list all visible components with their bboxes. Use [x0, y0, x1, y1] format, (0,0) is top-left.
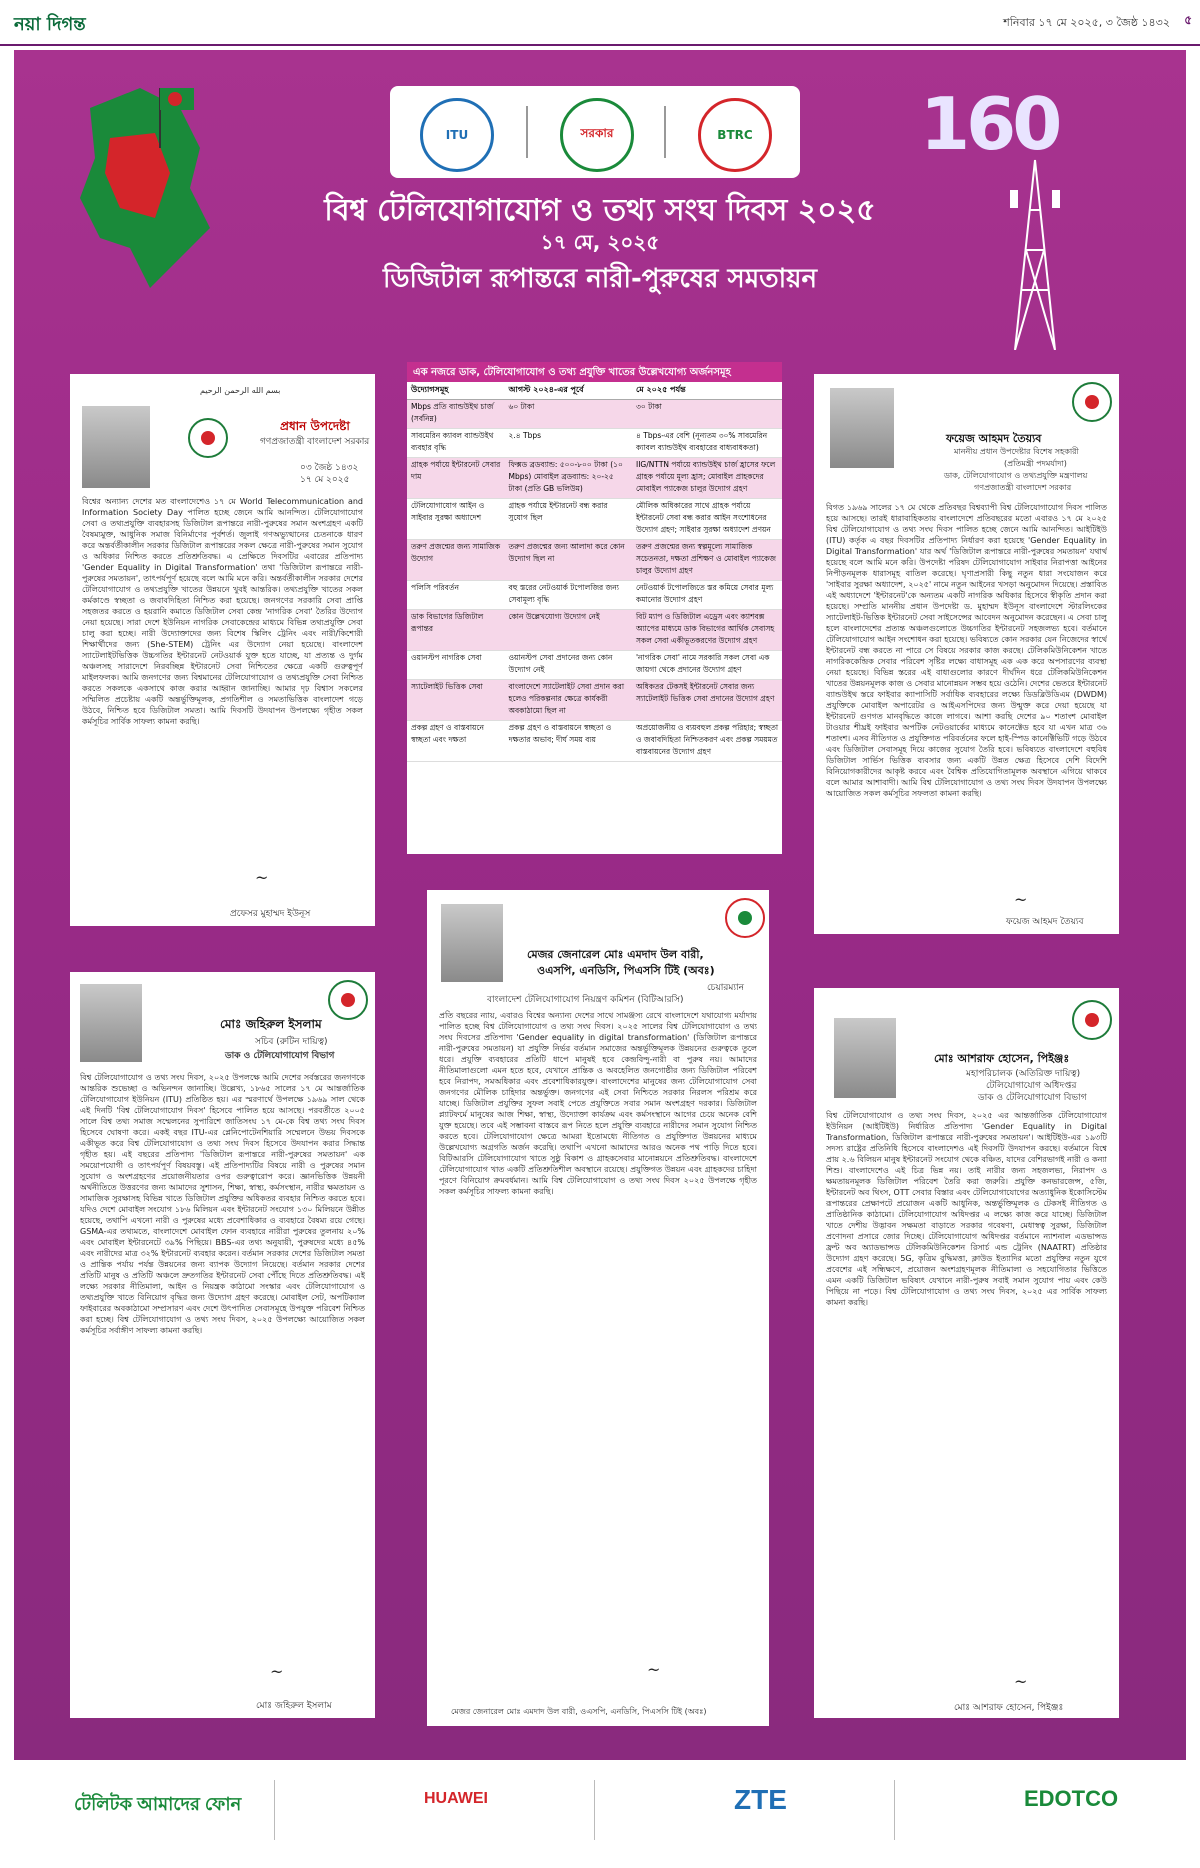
table-cell: ৬০ টাকা	[505, 400, 633, 429]
message-card-director-general	[814, 988, 1119, 1718]
sender-org: ডাক ও টেলিযোগাযোগ বিভাগ	[225, 1051, 335, 1061]
column-header: আগস্ট ২০২৪-এর পূর্বে	[505, 382, 633, 400]
government-seal-icon: সরকার	[560, 98, 634, 172]
table-cell: অপ্রয়োজনীয় ও ব্যয়বহুল প্রকল্প পরিহার; স্বচ্ছতা ও জবাবদিহিতা নিশ্চিতকরণ এবং প্রকল্প সময়মত বাস্তবায়নের উদ্যোগ গ্রহণ	[632, 721, 782, 762]
signature-name: প্রফেসর মুহাম্মদ ইউনূস	[230, 909, 311, 919]
message-body: প্রতি বছরের ন্যায়, এবারও বিশ্বের অন্যান্য দেশের সাথে সামঞ্জস্য রেখে বাংলাদেশে যথাযোগ্য মর্যাদায় পালিত হচ্ছে বিশ্ব টেলিযোগাযোগ ও তথ্য সংঘ দিবস। ২০২৫ সালের বিশ্ব টেলিযোগাযোগ ও তথ্য সংঘ দিবসের প্রতিপাদ্য 'Gender equality in digital transformation' (ডিজিটাল রূপান্তরে নারী-পুরুষের সমতায়ন) যা প্রযুক্তি নির্ভর বর্তমান সমাজের অন্তর্ভুক্তিমূলক উন্নয়নের গুরুত্বকে তুলে ধরে। প্রযুক্তি ব্যবহারের প্রতিটি ধাপে মানুষই হবে কেন্দ্রবিন্দু-নারী বা পুরুষ নয়। আমাদের নীতিমালাগুলো এমন হতে হবে, যেখানে প্রান্তিক ও অবহেলিত জনগোষ্ঠীর জন্য ডিজিটাল পরিবেশ হবে নিরাপদ, সমঅধিকার এবং প্রবেশাধিকারযুক্ত। বাংলাদেশের মানুষের জন্য টেলিযোগাযোগ সেবা জনগণের মৌলিক চাহিদার অন্তর্ভুক্ত। জনগণের এই সেবা নিশ্চিতে সরকার নিরলস পরিশ্রম করে যাচ্ছে। ডিজিটাল প্রযুক্তির সুফল সবাই পেতে প্রযুক্তিতে সবার সমান অংশগ্রহণ দরকার। ডিজিটাল প্ল্যাটফর্মে মানুষের আজ শিক্ষা, স্বাস্থ্য, উদ্যোক্তা কার্যক্রম এবং কর্মসংস্থানে আগের চেয়ে অনেক বেশি যুক্ত হয়েছে। তবে এই সম্ভাবনা বাস্তবে রূপ নিতে হলে প্রযুক্তি ব্যবহারে নারীদের সমান সুযোগ নিশ্চিত করতে হবে। টেলিযোগাযোগ ক্ষেত্রে আমরা ইতোমধ্যে নীতিগত ও প্রযুক্তিগত উন্নয়নের মাধ্যমে উল্লেখযোগ্য অগ্রগতি অর্জন করেছি। তথাপি এখনো আমাদের আরও অনেক পথ পাড়ি দিতে হবে। বিটিআরসি টেলিযোগাযোগ খাতে সুষ্ঠু বিকাশ ও গ্রাহকসেবার মানোন্নয়নে প্রতিশ্রুতিবদ্ধ। বাংলাদেশে টেলিযোগাযোগ খাত একটি প্রতিশ্রুতিশীল অবস্থানে রয়েছে। প্রযুক্তিগত উন্নয়ন এবং গ্রাহকদের চাহিদা পূরণে বিনিয়োগ ক্রমবর্ধমান। আমি বিশ্ব টেলিযোগাযোগ ও তথ্য সংঘ দিবস ২০২৫ উপলক্ষে গৃহীত সকল কর্মসূচির সাফল্য কামনা করছি।	[439, 1011, 757, 1196]
table-cell: অধিকতর টেকসই ইন্টারনেট সেবার জন্য স্যাটেলাইট ভিত্তিক সেবা প্রদানের উদ্যোগ গ্রহণ	[632, 680, 782, 721]
table-row	[407, 581, 782, 610]
table-row	[407, 458, 782, 499]
table-row	[407, 721, 782, 762]
sender-org-sub: ডাক ও টেলিযোগাযোগ বিভাগ	[978, 1093, 1087, 1103]
dateline: শনিবার ১৭ মে ২০২৫, ৩ জৈষ্ঠ ১৪৩২	[1003, 16, 1170, 29]
government-seal-icon	[1072, 382, 1112, 422]
sender-role: মহাপরিচালক (অতিরিক্ত দায়িত্ব)	[966, 1069, 1081, 1079]
divider	[664, 106, 666, 158]
table-cell: বহু স্তরের নেটওয়ার্ক টপোলজির জন্য সেবামূল্য বৃদ্ধি	[505, 581, 633, 610]
portrait-photo	[82, 406, 150, 488]
divider	[274, 1780, 275, 1840]
huawei-logo: HUAWEI	[424, 1790, 488, 1807]
table-cell: টেলিযোগাযোগ আইন ও সাইবার সুরক্ষা অধ্যাদেশ	[407, 499, 505, 540]
table-cell: কোন উল্লেখযোগ্য উদ্যোগ নেই	[505, 610, 633, 651]
sender-role-note: (প্রতিমন্ত্রী পদমর্যাদা)	[1004, 459, 1067, 468]
itu-logo-icon: ITU	[420, 98, 494, 172]
signature-name: মেজর জেনারেল মোঃ এমদাদ উল বারী, ওএসপি, এনডিসি, পিএসসি টিই (অবঃ)	[451, 1707, 707, 1716]
page-header	[0, 0, 1200, 46]
message-date-bangla: ০৩ জৈষ্ঠ ১৪৩২	[300, 463, 359, 473]
table-cell: গ্রাহক পর্যায়ে ইন্টারনেট সেবার দাম	[407, 458, 505, 499]
table-row	[407, 429, 782, 458]
table-row	[407, 400, 782, 429]
sender-org: গণপ্রজাতন্ত্রী বাংলাদেশ সরকার	[260, 437, 370, 447]
table-row	[407, 680, 782, 721]
sender-org: ডাক, টেলিযোগাযোগ ও তথ্যপ্রযুক্তি মন্ত্রণালয়	[944, 471, 1088, 480]
message-card-chief-adviser	[70, 374, 375, 926]
event-date: ১৭ মে, ২০২৫	[540, 230, 660, 254]
theme-title: ডিজিটাল রূপান্তরে নারী-পুরুষের সমতায়ন	[382, 264, 818, 294]
table-cell: মৌলিক অধিকারের সাথে গ্রাহক পর্যায়ে ইন্টারনেট সেবা বন্ধ করার আইন সংশোধনের উদ্যোগ গ্রহণ; সাইবার সুরক্ষা অধ্যাদেশ প্রণয়ন	[632, 499, 782, 540]
table-cell: বিট ম্যাপ ও ডিজিটাল এড্রেস এবং ক্যাশবক্স অ্যাপের মাধ্যমে ডাক বিভাগের আর্থিক সেবাসহ সকল সেবা একীভূতকরণের উদ্যোগ গ্রহণ	[632, 610, 782, 651]
portrait-photo	[830, 388, 894, 468]
sender-org: টেলিযোগাযোগ অধিদপ্তর	[986, 1081, 1077, 1091]
zte-logo: ZTE	[734, 1784, 787, 1815]
divider	[526, 106, 528, 158]
achievements-table	[407, 362, 782, 854]
message-card-secretary	[70, 972, 375, 1718]
signature: ~	[647, 1660, 661, 1679]
government-seal-icon	[328, 980, 368, 1020]
table-cell: ২.৪ Tbps	[505, 429, 633, 458]
table-cell: ৩০ টাকা	[632, 400, 782, 429]
signature: ~	[255, 868, 269, 887]
table-cell: ফিক্সড ব্রডব্যান্ড: ৫০০-৮০০ টাকা (১০ Mbps) মোবাইল ব্রডব্যান্ড: ২০-২৫ টাকা (প্রতি GB ভলিউম)	[505, 458, 633, 499]
itu-160-badge: 160	[920, 82, 1059, 166]
signature: ~	[270, 1662, 284, 1681]
column-header: উদ্যোগসমূহ	[407, 382, 505, 400]
table-row	[407, 651, 782, 680]
table-heading: এক নজরে ডাক, টেলিযোগাযোগ ও তথ্য প্রযুক্তি খাতের উল্লেখযোগ্য অর্জনসমূহ	[407, 362, 782, 382]
signature-name: মোঃ আশরাফ হোসেন, পিইঞ্জঃ	[954, 1703, 1064, 1713]
table-cell: সাবমেরিন ক্যাবল ব্যান্ডউইথ ব্যবহার বৃদ্ধি	[407, 429, 505, 458]
signature-name: ফয়েজ আহমদ তৈয়্যব	[1006, 917, 1084, 927]
signature: ~	[1014, 1672, 1028, 1691]
message-card-btrc-chairman	[427, 890, 769, 1726]
table-cell: তরুণ প্রজন্মের জন্য আলাদা করে কোন উদ্যোগ ছিল না	[505, 540, 633, 581]
signature: ~	[1014, 890, 1028, 909]
message-body: বিশ্ব টেলিযোগাযোগ ও তথ্য সংঘ দিবস, ২০২৫ উপলক্ষে আমি দেশের সর্বস্তরের জনগণকে আন্তরিক শুভেচ্ছা ও অভিনন্দন জানাচ্ছি। উল্লেখ্য, ১৮৬৫ সালের ১৭ মে আন্তর্জাতিক টেলিযোগাযোগ ইউনিয়ন (ITU) প্রতিষ্ঠিত হয়। এর স্মরণার্থে উপলক্ষে ১৯৬৯ সাল থেকে এই দিনটি 'বিশ্ব টেলিযোগাযোগ দিবস' হিসেবে পালিত হয়ে আসছে। পরবর্তীতে ২০০৫ সালে বিশ্ব তথ্য সমাজ সম্মেলনের সুপারিশে জাতিসংঘ ১৭ মে-কে বিশ্ব তথ্য সংঘ দিবস হিসেবে ঘোষণা করে। একই বছর ITU-এর প্লেনিপোটেনশিয়ারি সম্মেলনে উভয় দিবসকে একীভূত করে বিশ্ব টেলিযোগাযোগ ও তথ্য সংঘ দিবস হিসেবে উদযাপন করার সিদ্ধান্ত গৃহীত হয়। এই বছরের প্রতিপাদ্য 'ডিজিটাল রূপান্তরে নারী-পুরুষের সমতায়ন' এক সময়োপযোগী ও তাৎপর্যপূর্ণ বিষয়বস্তু। এই প্রতিপাদ্যটির বিষয়ে নারী ও পুরুষের সমান সুযোগ ও অংশগ্রহণের প্রয়োজনীয়তার ওপর গুরুত্বারোপ করে। জ্ঞানভিত্তিক উন্নয়নী অর্থনীতিতে উত্তরণের জন্য আমাদের সুশাসন, শিক্ষা, স্বাস্থ্য, কর্মসংস্থান, নারীর ক্ষমতায়ন ও সামাজিক সুরক্ষাসহ বিভিন্ন খাতে ডিজিটাল প্রযুক্তির অধিকতর ব্যবহার নিশ্চিত করতে হবে। যদিও দেশে মোবাইল সংযোগ ১৮৬ মিলিয়ন এবং ইন্টারনেট সংযোগ ১৩০ মিলিয়নে উন্নীত হয়েছে, তথাপি এখনো নারী ও পুরুষের মধ্যে প্রবেশাধিকার ও ব্যবহারে বৈষম্য রয়ে গেছে। GSMA-এর তথ্যমতে, বাংলাদেশে মোবাইল ফোন ব্যবহারে নারীরা পুরুষের তুলনায় ২০% এবং মোবাইল ইন্টারনেটে ৩৯% পিছিয়ে। BBS-এর তথ্য অনুযায়ী, পুরুষদের মধ্যে ৪৫% এবং নারীদের মাত্র ৩২% ইন্টারনেট ব্যবহার করেন। বর্তমান সরকার দেশের ডিজিটাল সমতা ও প্রান্তিক পর্যায় পর্যন্ত উন্নয়নের জন্য ব্যাপক উদ্যোগ নিয়েছে। বর্তমান সরকার দেশের প্রতিটি মানুষ ও প্রতিটি অঞ্চলে দ্রুতগতির ইন্টারনেট সেবা পৌঁছে দিতে প্রতিশ্রুতিবদ্ধ। এই লক্ষ্যে সরকার নীতিমালা, আইন ও নিয়ন্ত্রক কাঠামো সংস্কার এবং টেলিযোগাযোগ ও তথ্যপ্রযুক্তি খাতে বিনিয়োগ বৃদ্ধির জন্য উদ্যোগ গ্রহণ করেছে। মোবাইল সেট, অপটিক্যাল ফাইবারের অবকাঠামো সম্প্রসারণ এবং দেশে উৎপাদিত সেবাসমূহে উপযুক্ত পরিবেশ নিশ্চিত করা হচ্ছে। বিশ্ব টেলিযোগাযোগ ও তথ্য সংঘ দিবস, ২০২৫ উপলক্ষ্যে আয়োজিত সকল কর্মসূচির সর্বাঙ্গীণ সাফল্য কামনা করছি।	[80, 1073, 365, 1335]
edotco-logo: EDOTCO	[1024, 1786, 1119, 1811]
government-seal-icon	[188, 418, 228, 458]
message-card-special-assistant	[814, 374, 1119, 934]
divider	[594, 1780, 595, 1840]
sender-role: সচিব (রুটিন দায়িত্ব)	[255, 1037, 328, 1047]
main-title: বিশ্ব টেলিযোগাযোগ ও তথ্য সংঘ দিবস ২০২৫	[324, 193, 876, 228]
achievements-grid	[407, 382, 782, 762]
table-cell: তরুণ প্রজন্মের জন্য স্বল্পমূল্যে সামাজিক সচেতনতা, দক্ষতা প্রশিক্ষণ ও মোবাইল প্যাকেজ চালুর উদ্যোগ গ্রহণ	[632, 540, 782, 581]
table-cell: ডাক বিভাগের ডিজিটাল রূপান্তর	[407, 610, 505, 651]
sender-role: মাননীয় প্রধান উপদেষ্টার বিশেষ সহকারী	[954, 447, 1079, 456]
btrc-logo-icon: BTRC	[698, 98, 772, 172]
table-cell: ওয়ানস্টপ নাগরিক সেবা	[407, 651, 505, 680]
table-cell: নেটওয়ার্ক টপোলজিতে স্তর কমিয়ে সেবার মূল্য কমানোর উদ্যোগ গ্রহণ	[632, 581, 782, 610]
sender-name: মোঃ আশরাফ হোসেন, পিইঞ্জঃ	[934, 1052, 1070, 1065]
sender-org-sub: গণপ্রজাতন্ত্রী বাংলাদেশ সরকার	[974, 483, 1072, 492]
message-body: বিগত ১৯৬৯ সালের ১৭ মে থেকে প্রতিবছর বিশ্বব্যাপী বিশ্ব টেলিযোগাযোগ দিবস পালিত হয়ে আসছে। তারই ধারাবাহিকতায় বাংলাদেশে প্রতিবছরের মতো এবারও ১৭ মে ২০২৫ বিশ্ব টেলিযোগাযোগ ও তথ্য সংঘ দিবস পালিত হচ্ছে জেনে আমি আনন্দিত। আইটিইউ (ITU) কর্তৃক এ বছর দিবসটির প্রতিপাদ্য নির্ধারণ করা হয়েছে 'Gender Equality in Digital Transformation' যার অর্থ 'ডিজিটাল রূপান্তরে নারী-পুরুষের সমতায়ন' যথার্থ হয়েছে বলে আমি মনে করি। উপদেষ্টা পরিষদ টেলিযোগাযোগ সাইবার নিরাপত্তা আইনের নিপীড়নমূলক ধারাসমূহ বাতিল করেছে। ঘৃণাপ্রসারী কিছু নতুন ধারা সংযোজন করে 'সাইবার সুরক্ষা অধ্যাদেশ, ২০২৫' নামে নতুন আইনের খসড়া অনুমোদন দিয়েছে। প্রস্তাবিত এই অধ্যাদেশে 'ইন্টারনেট'কে অন্যতম একটি নাগরিক অধিকার হিসেবে স্বীকৃতি প্রদান করা হয়েছে। সম্প্রতি মাননীয় প্রধান উপদেষ্টা ড. মুহাম্মদ ইউনূস বাংলাদেশে স্টারলিংকের স্যাটেলাইট-ভিত্তিক ইন্টারনেট সেবা সাইসেন্সের আবেদন অনুমোদন করেছেন। এ সেবা চালু হলে বাংলাদেশের প্রত্যন্ত অঞ্চলগুলোতে উচ্চগতির ইন্টারনেট সহজলভ্য হবে। বর্তমানে টেলিযোগাযোগ আইন সংশোধন করা হয়েছে। ভবিষ্যতে কোন সরকার যেন নিজেদের স্বার্থে ইন্টারনেট বন্ধ করতে না পারে সে বিষয়ে সরকার কাজ করছে। টেলিকমিউনিকেশন খাতে নাগরিককেন্দ্রিক সেবার পরিবেশ সৃষ্টির লক্ষ্যে বাধাসমূহ এক এক করে অপসারণের ব্যবস্থা নেয়া হয়েছে। বিভিন্ন স্তরের এই বাধাগুলোর কারণে দীর্ঘদিন ধরে টেলিকমিউনিকেশন খাতের উন্নয়নমূলক কাজ ও সেবার মানোন্নয়ন সম্ভব হয়ে ওঠেনি। দেশের ভেতরে ইন্টারনেট ব্যান্ডউইথ স্তরে ফাইবার ক্যাপাসিটি সর্বাধিক ব্যবহারের লক্ষ্যে ডিডব্লিউডিএম (DWDM) প্রযুক্তিকে মোবাইল অপারেটর ও আইএসপিদের জন্য উন্মুক্ত করে দেয়া হয়েছে যা ইন্টারনেট গুণগত মানবৃদ্ধিতে কাজে লাগবে। আশা করছি দেশের ৯০ শতাংশ মোবাইল টাওয়ার শীঘ্রই ফাইবার অপটিক নেটওয়ার্কের মাধ্যমে কানেক্টেড হবে যা এখন মাত্র ৩৬ শতাংশ। এসব নীতিগত ও প্রযুক্তিগত পরিবর্তনের ফলে হাই-স্পিড কানেক্টিভিটি গড়ে উঠবে এবং ডিজিটাল সেবাসমূহ দিয়ে কাজের সুযোগ তৈরি হবে। ভবিষ্যতে বাংলাদেশে বহুবিধ ডিজিটাল সার্ভিস ভিত্তিক ব্যবসার জন্য একটি উন্নত ক্ষেত্র হিসেবে দেশি বিদেশি বিনিয়োগকারীদের আকৃষ্ট করবে এবং বৈশ্বিক প্রতিযোগিতামূলক অবস্থানে এগিয়ে থাকবে বলে আমার আশাবাদী। আমি বিশ্ব টেলিযোগাযোগ ও তথ্য সংঘ দিবস উদযাপন উপলক্ষ্যে আয়োজিত সকল কর্মসূচির সফলতা কামনা করছি।	[826, 503, 1107, 798]
table-cell: IIG/NTTN পর্যায়ে ব্যান্ডউইথ চার্জ হ্রাসের ফলে গ্রাহক পর্যায়ে মূল্য হ্রাস; মোবাইল প্রাহকদের মোবাইল প্যাকেজ চালুর উদ্যোগ গ্রহণ	[632, 458, 782, 499]
message-body: বিশ্ব টেলিযোগাযোগ ও তথ্য সংঘ দিবস, ২০২৫ এর আন্তর্জাতিক টেলিযোগাযোগ ইউনিয়ন (আইটিইউ) নির্ধারিত প্রতিপাদ্য 'Gender Equality in Digital Transformation, ডিজিটাল রূপান্তরে নারী-পুরুষের সমতায়ন'। আইটিইউ-এর ১৯৩টি সদস্য রাষ্ট্রের প্রতিনিধি হিসেবে বাংলাদেশও এই দিবসটি উদযাপন করছে। বর্তমানে বিশ্বে প্রায় ২.৬ বিলিয়ন মানুষ ইন্টারনেট সংযোগ থেকে বঞ্চিত, যাদের বেশিরভাগই নারী ও কন্যা শিশু। বাংলাদেশেও এই চিত্র ভিন্ন নয়। তাই নারীর জন্য সহজলভ্য, নিরাপদ ও ক্ষমতায়নমূলক ডিজিটাল পরিবেশ তৈরি করা জরুরি। প্রযুক্তি কনভারজেন্স, ৫জি, ইন্টারনেট অব থিংস, OTT সেবার বিস্তার এবং টেলিযোগাযোগের অত্যাধুনিক ইকোসিস্টেম রূপান্তরের প্রেক্ষাপটে প্রয়োজন একটি আধুনিক, অন্তর্ভুক্তিমূলক ও টেকসই নীতিগত ও প্রাতিষ্ঠানিক কাঠামো। টেলিযোগাযোগ অধিদপ্তর এ লক্ষ্যে কাজ করে যাচ্ছে। ডিজিটাল খাতে দেশীয় উদ্ভাবন সক্ষমতা বাড়াতে সরকার গবেষণা, মেধাস্বত্ব সুরক্ষা, ডিজিটাল প্রণোদনা প্রসারে জোর দিচ্ছে। টেলিযোগাযোগ অধিদপ্তর বর্তমানে ন্যাশনাল এডভান্সড ফ্রন্ট অব অ্যাডভান্সড টেলিকমিউনিকেশন রিসার্চ এন্ড ট্রেনিং (NAATRT) প্রতিষ্ঠার উদ্যোগ গ্রহণ করেছে। 5G, কৃত্রিম বুদ্ধিমত্তা, ক্লাউড ইত্যাদির মতো প্রযুক্তির নতুন যুগে প্রবেশের এই সন্ধিক্ষণে, প্রয়োজন অংশগ্রহণমূলক নীতিমালা ও সহযোগিতার ভিত্তিতে এমন একটি ডিজিটাল ভবিষ্যৎ যেখানে নারী-পুরুষ সবাই সমান সুযোগ পায় এবং কেউ পিছিয়ে না পড়ে। বিশ্ব টেলিযোগাযোগ ও তথ্য সংঘ দিবস, ২০২৫ এর সার্বিক সাফল্য কামনা করছি।	[826, 1111, 1107, 1307]
sender-role: প্রধান উপদেষ্টা	[280, 419, 350, 433]
table-cell: বাংলাদেশে স্যাটেলাইট সেবা প্রদান করা হলেও পরিকল্পনার ক্ষেত্রে কার্যকরী অবকাঠামো ছিল না	[505, 680, 633, 721]
table-cell: ওয়ানস্টপ সেবা প্রদানের জন্য কোন উদ্যোগ নেই	[505, 651, 633, 680]
table-cell: 'নাগরিক সেবা' নামে সরকারি সকল সেবা এক জায়গা থেকে প্রদানের উদ্যোগ গ্রহণ	[632, 651, 782, 680]
table-row	[407, 610, 782, 651]
table-row	[407, 499, 782, 540]
government-seal-icon	[1072, 1000, 1112, 1040]
sender-name: মোঃ জহিরুল ইসলাম	[220, 1017, 322, 1031]
table-cell: Mbps প্রতি ব্যান্ডউইথ চার্জ (সর্বনিম্ন)	[407, 400, 505, 429]
sender-role: চেয়ারম্যান	[707, 983, 744, 993]
sender-name: ফয়েজ আহমদ তৈয়্যব	[946, 432, 1042, 445]
masthead: নয়া দিগন্ত	[14, 14, 86, 35]
portrait-photo	[834, 1018, 896, 1098]
table-cell: প্রকল্প গ্রহণ ও বাস্তবায়নে স্বচ্ছতা ও দক্ষতার অভাব; দীর্ঘ সময় ব্যয়	[505, 721, 633, 762]
table-cell: ৪ Tbps-এর বেশি (নূন্যতম ৩০% সাবমেরিন ক্যাবল ব্যান্ডউইথ ব্যবহারের বাধ্যবাধকতা)	[632, 429, 782, 458]
table-cell: গ্রাহক পর্যায়ে ইন্টারনেট বন্ধ করার সুযোগ ছিল	[505, 499, 633, 540]
table-cell: প্রকল্প গ্রহণ ও বাস্তবায়নে স্বচ্ছতা এবং দক্ষতা	[407, 721, 505, 762]
portrait-photo	[441, 904, 503, 982]
btrc-logo-icon	[725, 898, 765, 938]
divider	[894, 1780, 895, 1840]
sponsor-footer	[14, 1760, 1186, 1868]
bismillah: بسم الله الرحمن الرحيم	[200, 386, 281, 395]
table-cell: স্যাটেলাইট ভিত্তিক সেবা	[407, 680, 505, 721]
column-header: মে ২০২৫ পর্যন্ত	[632, 382, 782, 400]
table-cell: তরুণ প্রজন্মের জন্য সামাজিক উদ্যোগ	[407, 540, 505, 581]
table-row	[407, 540, 782, 581]
teletalk-logo: টেলিটক আমাদের ফোন	[74, 1794, 242, 1814]
sender-name: মেজর জেনারেল মোঃ এমদাদ উল বারী,	[527, 948, 704, 961]
message-date: ১৭ মে ২০২৫	[300, 475, 350, 485]
sender-org: বাংলাদেশ টেলিযোগাযোগ নিয়ন্ত্রণ কমিশন (বিটিআরসি)	[487, 995, 684, 1005]
signature-name: মোঃ জহিরুল ইসলাম	[256, 1701, 332, 1711]
page-number: ৫	[1184, 13, 1192, 27]
table-cell: পলিসি পরিবর্তন	[407, 581, 505, 610]
portrait-photo	[80, 984, 142, 1062]
header-logo-box	[390, 86, 800, 178]
sender-name-suffix: ওএসপি, এনডিসি, পিএসসি টিই (অবঃ)	[537, 964, 715, 977]
message-body: বিশ্বের অন্যান্য দেশের মত বাংলাদেশেও ১৭ মে World Telecommunication and Information Society Day পালিত হচ্ছে জেনে আমি আনন্দিত। টেলিযোগাযোগ সেবা ও তথ্যপ্রযুক্তি ব্যবহারসহ ডিজিটাল রূপান্তরে নারী-পুরুষের সমান অংশগ্রহণ একটি বৈষম্যমুক্ত, আধুনিক সমাজ বিনির্মাণের পূর্বশর্ত। জুলাই গণঅভ্যুত্থানের চেতনাকে ধারণ করে অন্তর্বর্তীকালীন সরকার ডিজিটাল রূপান্তরের সকল ক্ষেত্রে নারী-পুরুষের সমান সুযোগ ও অধিকার নিশ্চিত করতে প্রতিশ্রুতিবদ্ধ। এ প্রেক্ষিতে দিবসটির এবারের প্রতিপাদ্য 'Gender Equality in Digital Transformation' তথা 'ডিজিটাল রূপান্তরে নারী-পুরুষের সমতায়ন', তাৎপর্যপূর্ণ হয়েছে বলে আমি মনে করি। অন্তর্বর্তীকালীন সরকার দেশের টেলিযোগাযোগ ও তথ্যপ্রযুক্তি খাতের উন্নয়নে খুবই আন্তরিক। তথ্যপ্রযুক্তি খাতের সকল কর্মকাণ্ডে স্বচ্ছতা ও জবাবদিহিতা নিশ্চিত করা হয়েছে। জনগণের সরকারি সেবা প্রাপ্তি সহজতর করতে ও হয়রানি কমাতে ডিজিটাল সেবা কেন্দ্র 'নাগরিক সেবা' তৈরির উদ্যোগ নেয়া হয়েছে। সারা দেশে ইউনিয়ন নাগরিক সেবাকেন্দ্রের মাধ্যমে বিভিন্ন তথ্যপ্রযুক্তি সেবা চালু করা হচ্ছে। নারী উদ্যোক্তাদের জন্য বিশেষ স্কিলিং ট্রেনিং এবং নারী/কিশোরী শিক্ষার্থীদের জন্য (She-STEM) ট্রেনিং এর উদ্যোগ নেয়া হয়েছে। বাংলাদেশ স্যাটেলাইটভিত্তিক উচ্চগতির ইন্টারনেট নেটওয়ার্ক যুক্ত হতে যাচ্ছে, যা প্রত্যন্ত ও দুর্গম অঞ্চলসহ সারাদেশে নিরবচ্ছিন্ন ইন্টারনেট সেবা নিশ্চিতের ক্ষেত্রে একটি গুরুত্বপূর্ণ মাইলফলক। আমি জনগণের জন্য বিশ্বমানের টেলিযোগাযোগ ও তথ্যপ্রযুক্তি সেবা নিশ্চিত করতে সকলকে একসাথে কাজ করার আহ্বান জানাচ্ছি। আমার দৃঢ় বিশ্বাস সকলের সম্মিলিত প্রচেষ্টায় একটি অন্তর্ভুক্তিমূলক, প্রগতিশীল ও সমতাভিত্তিক বাংলাদেশ গড়ে উঠবে, নিশ্চিত হবে ডিজিটাল সমতা। আমি দিবসটি উদযাপন উপলক্ষ্যে গৃহীত সকল কর্মসূচির সার্বিক সাফল্য কামনা করছি।	[82, 497, 363, 726]
